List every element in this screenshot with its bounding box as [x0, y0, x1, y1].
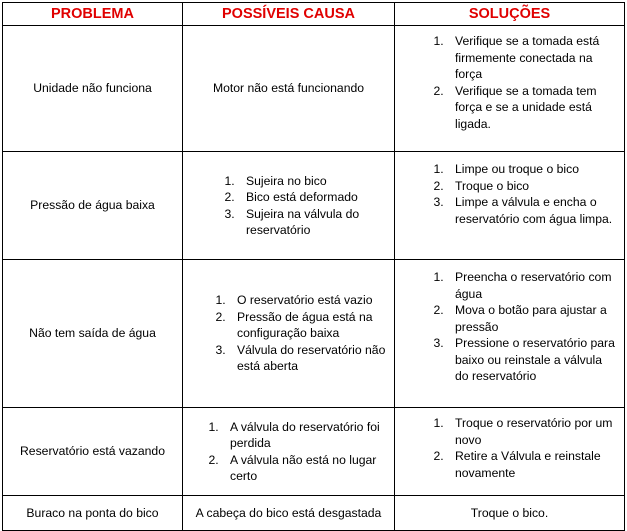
- list-item: 1. A válvula do reservatório foi perdida: [222, 419, 394, 452]
- list-item: 1. Verifique se a tomada está firmemente conectada na força: [447, 33, 610, 83]
- table-row: [3, 496, 625, 531]
- problem-cell: Buraco na ponta do bico: [3, 496, 183, 531]
- causes-cell: [183, 408, 395, 496]
- list-item: 3. Pressione o reservatório para baixo ou reinstale a válvula do reservatório: [447, 335, 616, 385]
- solution-cell: Troque o bico.: [395, 496, 625, 531]
- problem-cell: Reservatório está vazando: [3, 408, 183, 496]
- solutions-cell: [395, 408, 625, 496]
- list-item: 2. Mova o botão para ajustar a pressão: [447, 302, 616, 335]
- header-solutions: SOLUÇÕES: [395, 3, 625, 26]
- list-item: 2. Retire a Válvula e reinstale novamente: [447, 448, 616, 481]
- table-row: [3, 260, 625, 408]
- causes-cell: [183, 260, 395, 408]
- table-row: [3, 26, 625, 152]
- troubleshooting-table: [2, 2, 625, 531]
- list-item: 2. Verifique se a tomada tem força e se a unidade está ligada.: [447, 83, 610, 133]
- list-item: 2. Troque o bico: [447, 178, 616, 195]
- list-item: 3. Válvula do reservatório não está aberta: [229, 342, 394, 375]
- list-item: 2. A válvula não está no lugar certo: [222, 452, 394, 485]
- cause-cell: A cabeça do bico está desgastada: [183, 496, 395, 531]
- solutions-cell: [395, 26, 625, 152]
- causes-list: [183, 419, 394, 485]
- list-item: 2. Pressão de água está na configuração baixa: [229, 309, 394, 342]
- table-row: [3, 408, 625, 496]
- problem-cell: Unidade não funciona: [3, 26, 183, 152]
- list-item: 1. O reservatório está vazio: [229, 292, 394, 309]
- solutions-cell: [395, 260, 625, 408]
- causes-list: [183, 173, 394, 239]
- causes-cell: [183, 152, 395, 260]
- solutions-list: [395, 33, 624, 132]
- list-item: 1. Preencha o reservatório com água: [447, 269, 616, 302]
- problem-cell: Não tem saída de água: [3, 260, 183, 408]
- list-item: 1. Troque o reservatório por um novo: [447, 415, 616, 448]
- solutions-list: [395, 415, 624, 481]
- header-causes: POSSÍVEIS CAUSA: [183, 3, 395, 26]
- solutions-list: [395, 161, 624, 227]
- solutions-cell: [395, 152, 625, 260]
- header-problem: PROBLEMA: [3, 3, 183, 26]
- solutions-list: [395, 269, 624, 385]
- list-item: 1. Sujeira no bico: [238, 173, 394, 190]
- list-item: 3. Sujeira na válvula do reservatório: [238, 206, 394, 239]
- list-item: 1. Limpe ou troque o bico: [447, 161, 616, 178]
- causes-list: [183, 292, 394, 375]
- problem-cell: Pressão de água baixa: [3, 152, 183, 260]
- header-row: [3, 3, 625, 26]
- list-item: 3. Limpe a válvula e encha o reservatório com água limpa.: [447, 194, 616, 227]
- list-item: 2. Bico está deformado: [238, 189, 394, 206]
- cause-cell: Motor não está funcionando: [183, 26, 395, 152]
- table-row: [3, 152, 625, 260]
